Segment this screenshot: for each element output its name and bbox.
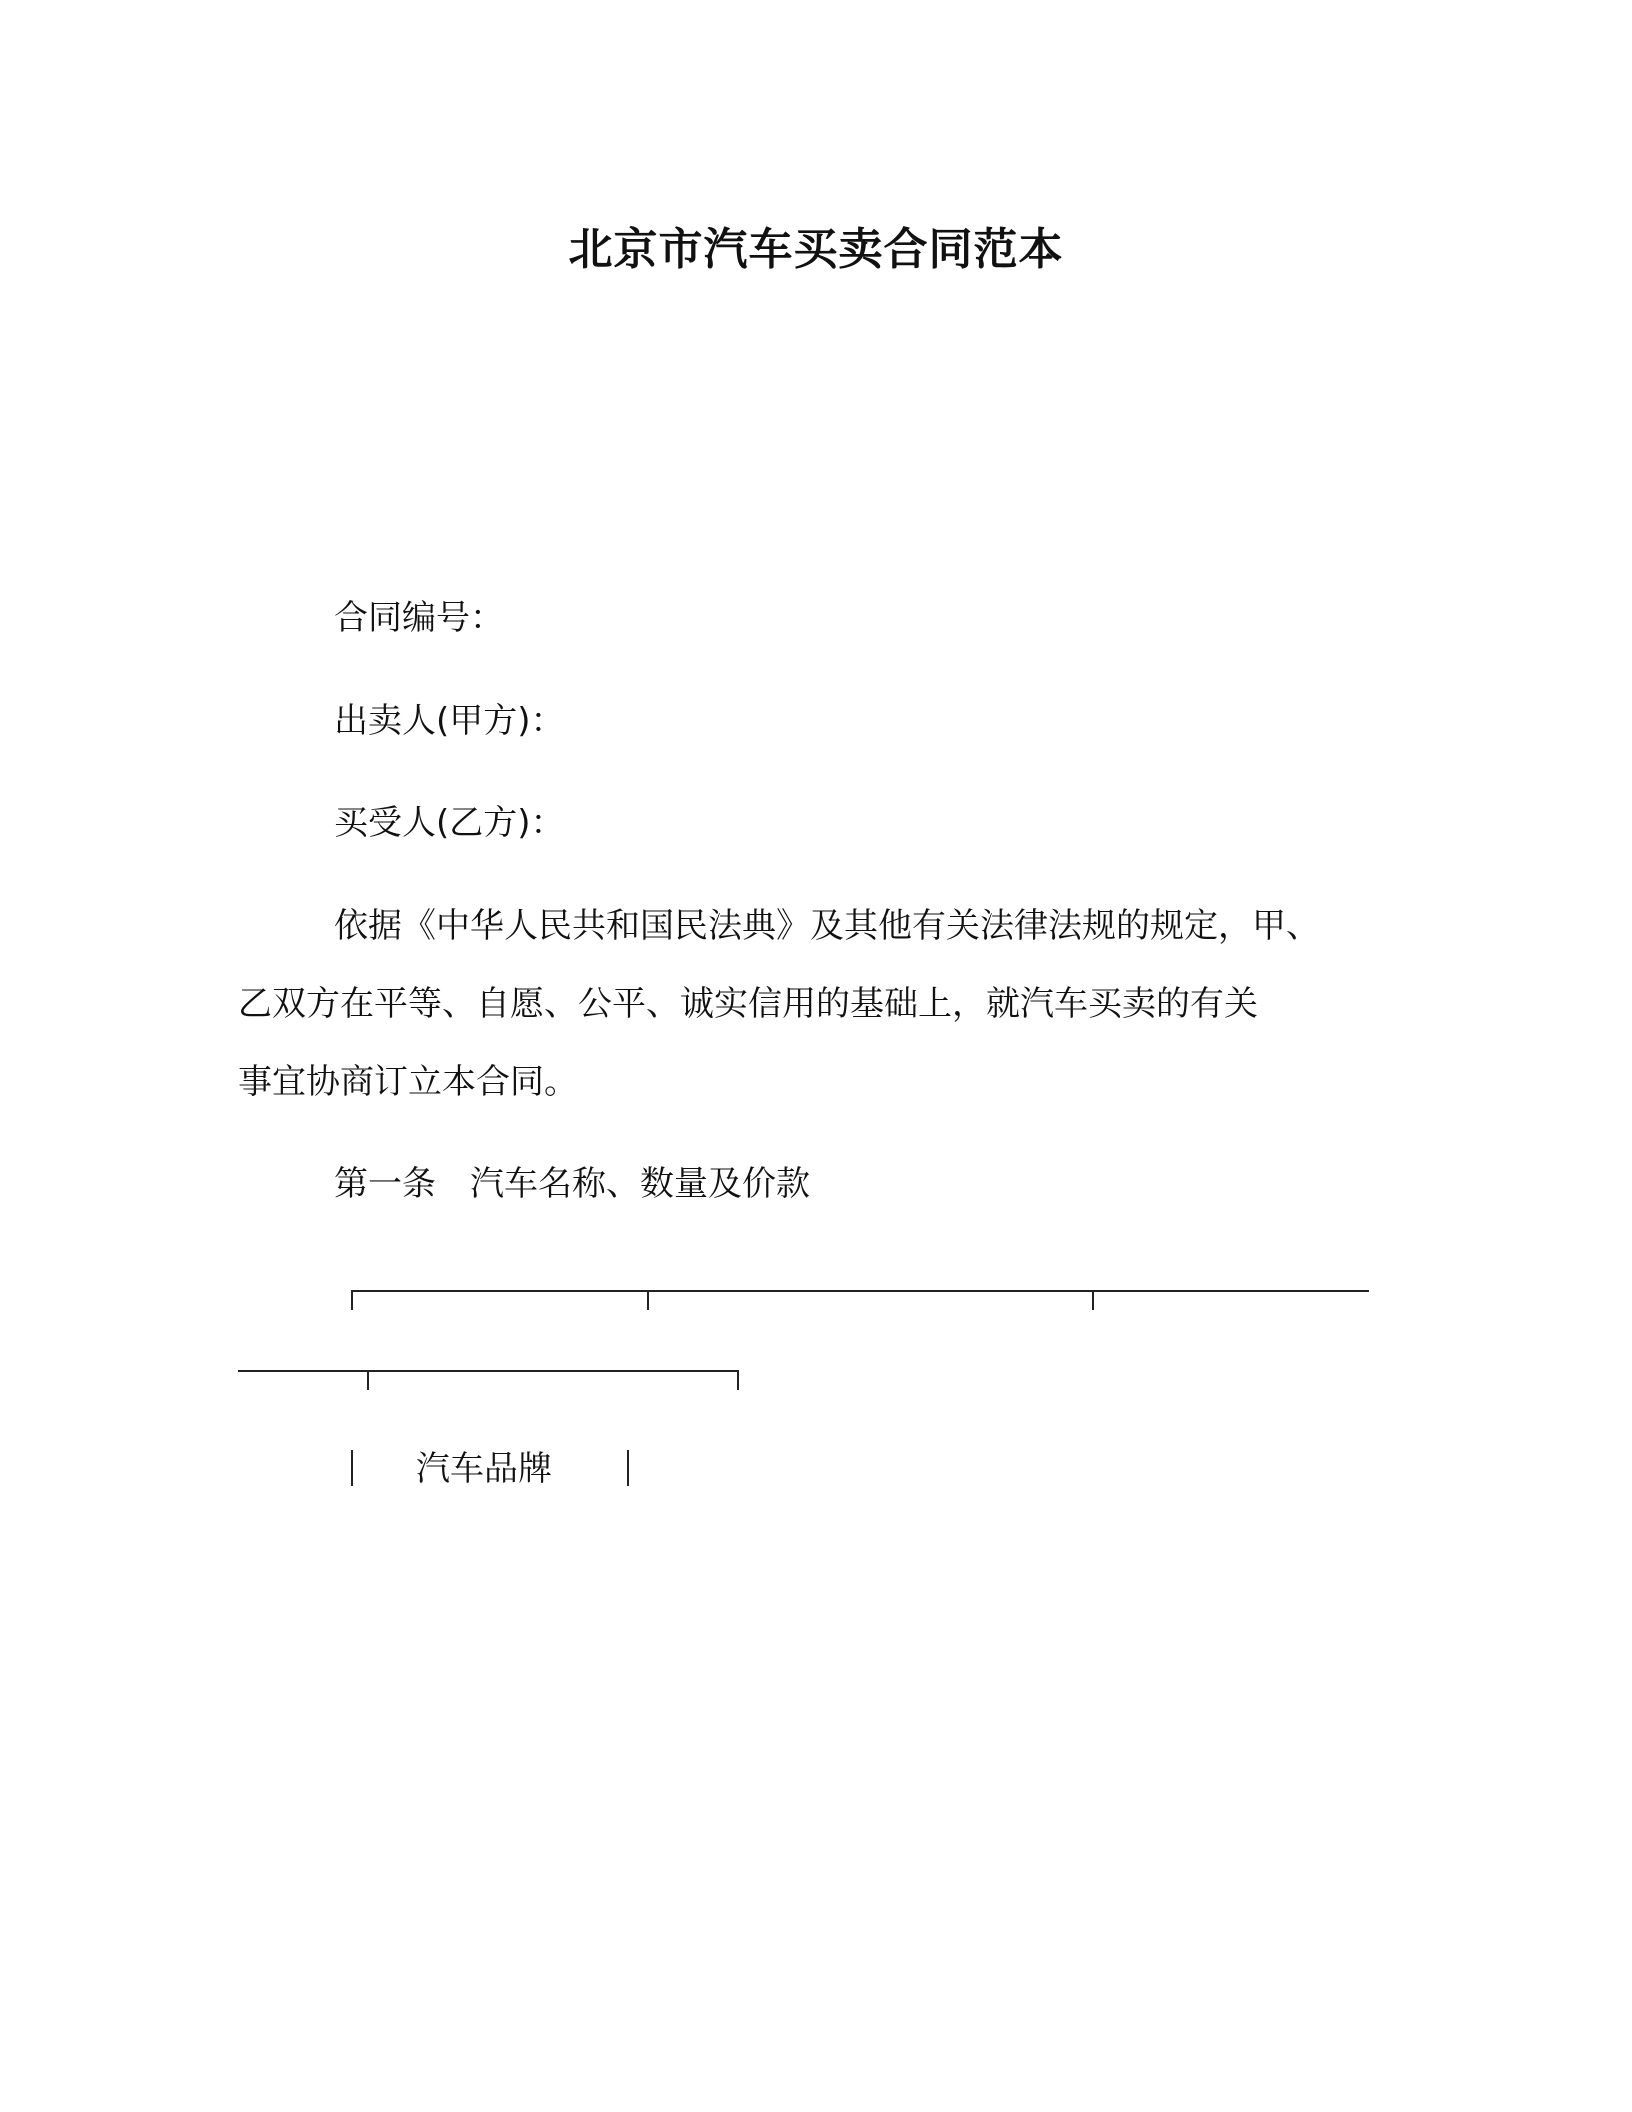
article-1-heading: 第一条 汽车名称、数量及价款 <box>334 1164 810 1204</box>
table-column-divider <box>351 1290 353 1310</box>
buyer-field: 买受人(乙方)： <box>334 803 565 843</box>
table-cell-border <box>351 1450 353 1486</box>
table-cell-car-brand: 汽车品牌 <box>416 1449 552 1489</box>
table-top-border <box>351 1290 1369 1292</box>
contract-number-field: 合同编号： <box>334 598 504 638</box>
table-column-divider <box>1092 1290 1094 1310</box>
preamble-line-3: 事宜协商订立本合同。 <box>238 1062 578 1102</box>
preamble-line-2: 乙双方在平等、自愿、公平、诚实信用的基础上，就汽车买卖的有关 <box>238 984 1258 1024</box>
table-column-divider <box>367 1370 369 1390</box>
table-column-divider <box>737 1370 739 1390</box>
preamble-line-1: 依据《中华人民共和国民法典》及其他有关法律法规的规定，甲、 <box>334 906 1320 946</box>
table-cell-border <box>627 1450 629 1486</box>
table-row-border <box>238 1370 738 1372</box>
table-column-divider <box>647 1290 649 1310</box>
document-title: 北京市汽车买卖合同范本 <box>568 224 1064 275</box>
seller-field: 出卖人(甲方)： <box>334 701 565 741</box>
